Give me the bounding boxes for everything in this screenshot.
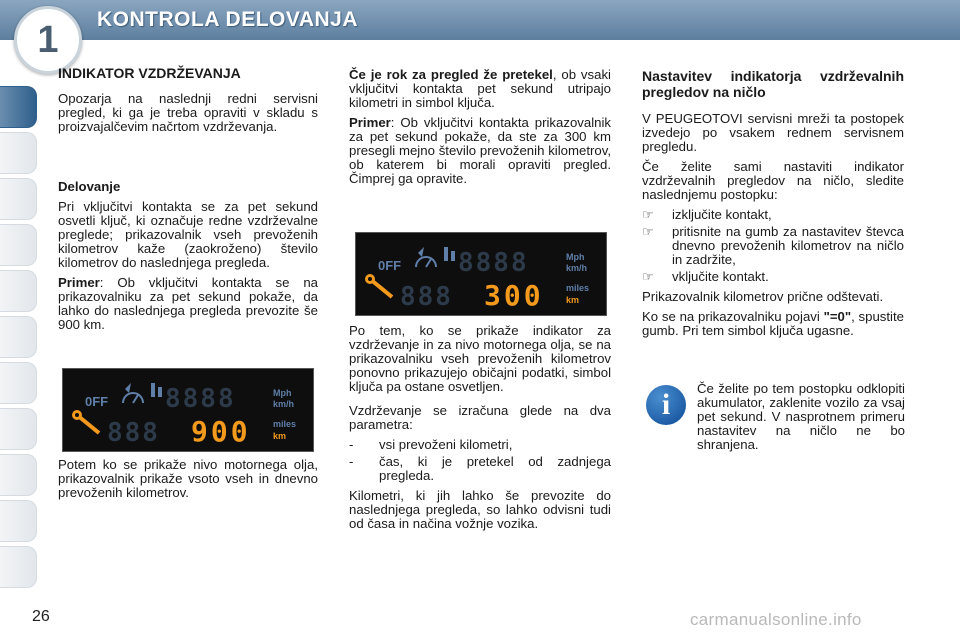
tab-chapter-8[interactable] [0,408,37,450]
network-text: V PEUGEOTOVI servisni mreži ta postopek izvedejo po vsakem rednem servisnem pregledu. [642,111,904,154]
display-graphic [63,369,313,451]
overdue-text [349,68,611,110]
tab-chapter-3[interactable] [0,178,37,220]
service-display-900 [62,368,314,452]
pointing-hand-icon: ☞ [642,207,654,222]
chapter-number-badge: 1 [14,6,82,74]
example-label: Primer [58,275,100,290]
operation-text: Pri vključitvi kontakta se za pet sekund osvetli ključ, ki označuje redne vzdrževalne preglede; prikazovalnik vseh prevoženih kilometrov kaže (zaokroženo) število kilometrov do naslednjega pregleda. [58,199,318,270]
display-dim-digits: 888 [400,282,453,312]
zero-value: "=0" [823,309,852,324]
tab-chapter-6[interactable] [0,316,37,358]
wrench-icon [72,410,99,433]
list-item: ☞ pritisnite na gumb za nastavitev števca dnevno prevoženih kilometrov na ničlo in zadržite, [642,224,904,267]
unit-mph: Mph [566,252,585,262]
subheading-operation: Delovanje [58,179,121,194]
list-item: ☞ vključite kontakt. [642,269,769,284]
parameters-intro: Vzdrževanje se izračuna glede na dva parametra: [349,403,611,432]
countdown-text: Prikazovalnik kilometrov prične odštevati. [642,289,884,304]
display-km-value: 900 [191,415,251,448]
wrench-icon [365,274,392,297]
reset-intro: Če želite sami nastaviti indikator vzdrževalnih pregledov na ničlo, sledite naslednjemu postopku: [642,159,904,202]
column-3 [642,68,904,344]
pointing-hand-icon: ☞ [642,269,654,284]
list-item: - vsi prevoženi kilometri, [349,437,513,452]
after-indicator-text: Po tem, ko se prikaže indikator za vzdrževanje in za nivo motornega olja, se na prikazovalniku vseh prevoženih kilometrov ponovno prikazujejo običajni podatki, simbol ključa pa ostane osvetljen. [349,323,611,394]
page-number: 26 [32,608,50,625]
gauge-icon [123,383,143,403]
oil-level-icon [444,247,455,261]
column-1 [58,66,318,338]
display-off-label: 0FF [85,394,109,409]
tab-chapter-1[interactable] [0,86,37,128]
example-text [58,276,318,332]
tab-chapter-5[interactable] [0,270,37,312]
display-dim-digits: 888 [107,418,160,448]
example-body: : Ob vključitvi kontakta se na prikazovalniku za pet sekund pokaže, da lahko do naslednjega pregleda prevozite še 900 km. [58,275,318,332]
column-1-bottom [58,458,318,506]
watermark: carmanualsonline.info [690,610,862,629]
section-heading-reset: Nastavitev indikatorja vzdrževalnih pregledov na ničlo [642,68,904,100]
tab-chapter-2[interactable] [0,132,37,174]
info-note [697,382,905,458]
column-2 [349,68,611,192]
list-item: - čas, ki je pretekel od zadnjega pregleda. [349,454,611,483]
after-oil-text: Potem ko se prikaže nivo motornega olja, prikazovalnik prikaže vsoto vseh in dnevno prevoženih kilometrov. [58,457,318,500]
info-text: Če želite po tem postopku odklopiti akumulator, zaklenite vozilo za vsaj pet sekund. V nasprotnem primeru nastavitev na ničlo ne bo shranjena. [697,381,905,452]
gauge-icon [416,247,436,267]
page-title: KONTROLA DELOVANJA [97,8,358,31]
unit-mph: Mph [273,388,292,398]
service-display-300 [355,232,607,316]
unit-km: km [566,295,580,305]
display-off-label: 0FF [378,258,402,273]
overdue-example-text [349,116,611,186]
info-icon: i [646,385,686,425]
tab-chapter-9[interactable] [0,454,37,496]
remaining-km-text: Kilometri, ki jih lahko še prevozite do naslednjega pregleda, so lahko odvisni tudi od časa in načina vožnje vozika. [349,488,611,531]
unit-km: km [273,431,287,441]
tab-chapter-11[interactable] [0,546,37,588]
display-graphic-2 [356,233,606,315]
tab-chapter-4[interactable] [0,224,37,266]
unit-miles: miles [273,419,297,429]
pointing-hand-icon: ☞ [642,224,654,239]
release-text: Ko se na prikazovalniku pojavi "=0", spustite gumb. Pri tem simbol ključa ugasne. [642,309,904,338]
oil-level-icon [151,383,162,397]
column-2-bottom [349,324,611,537]
side-tabs [0,70,38,580]
parameters-list [349,438,611,483]
overdue-body: , ob vsaki vključitvi kontakta pet sekund utripajo kilometri in simbol ključa. [349,67,611,110]
overdue-example-label: Primer [349,115,391,130]
overdue-label: Če je rok za pregled že pretekel [349,67,553,82]
unit-kmh: km/h [273,399,295,409]
overdue-example-body: : Ob vključitvi kontakta prikazovalnik za pet sekund pokaže, da ste za 300 km presegli mejno število prevoženih kilometrov, ob katerem bi morali opraviti pregled. Čimprej ga opravite. [349,115,611,186]
unit-miles: miles [566,283,590,293]
tab-chapter-7[interactable] [0,362,37,404]
tab-chapter-10[interactable] [0,500,37,542]
reset-steps [642,208,904,284]
display-top-digits: 8888 [458,248,529,278]
intro-text: Opozarja na naslednji redni servisni pregled, ki ga je treba opraviti v skladu s proizvajalčevim načrtom vzdrževanja. [58,91,318,134]
list-item: ☞ izključite kontakt, [642,207,772,222]
unit-kmh: km/h [566,263,588,273]
display-top-digits: 8888 [165,384,236,414]
display-km-value: 300 [484,279,544,312]
section-heading-indicator: INDIKATOR VZDRŽEVANJA [58,65,241,81]
